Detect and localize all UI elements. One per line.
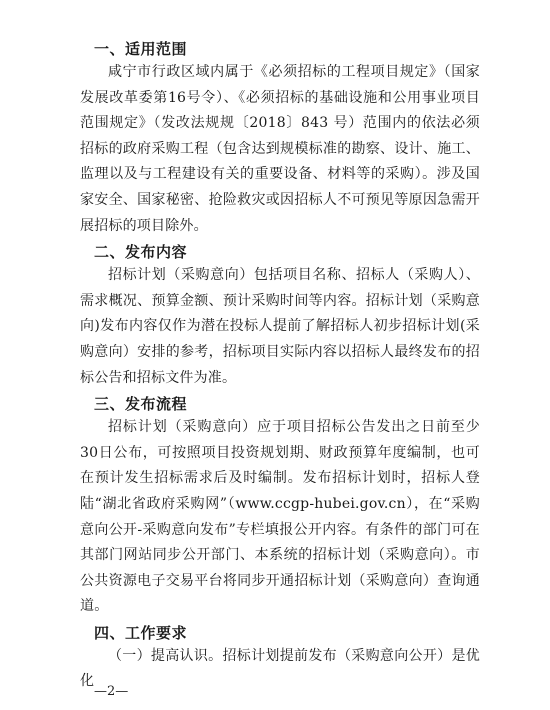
section-paragraph-process: 招标计划（采购意向）应于项目招标公告发出之日前至少 30日公布，可按照项目投资规划期、财政预算年度编制，也可在预计发生招标需求后及时编制。发布招标计划时，招标人登陆“湖北省政府采购网”（www.ccgp-hubei.gov.cn），在“采购意向公开-采购意向发布”专栏填报公开内容。有条件的部门可在其部门网站同步公开部门、本系统的招标计划（采购意向）。市公共资源电子交易平台将同步开通招标计划（采购意向）查询通道。 [80,419,480,615]
section-heading-process: 三、发布流程 [94,395,188,414]
section-heading-content: 二、发布内容 [94,243,188,262]
section-paragraph-scope: 咸宁市行政区域内属于《必须招标的工程项目规定》（国家发展改革委第16号令）、《必须招标的基础设施和公用事业项目范围规定》（发改法规规〔2018〕843 号）范围内的依法必须招标的政府采购工程（包含达到规模标准的勘察、设计、施工、监理以及与工程建设有关的重要设备、材料等的采购）。涉及国家安全、国家秘密、抢险救灾或因招标人不可预见等原因急需开展招标的项目除外。 [80,64,480,234]
section-paragraph-requirements: （一）提高认识。招标计划提前发布（采购意向公开）是优化 [80,647,480,690]
section-heading-scope: 一、适用范围 [94,40,188,58]
section-heading-requirements: 四、工作要求 [94,623,188,642]
section-paragraph-content: 招标计划（采购意向）包括项目名称、招标人（采购人）、需求概况、预算金额、预计采购时间等内容。招标计划（采购意向)发布内容仅作为潜在投标人提前了解招标人初步招标计划(采购意向）安排的参考，招标项目实际内容以招标人最终发布的招标公告和招标文件为准。 [80,267,480,386]
document-body [80,38,480,695]
page-number: —2— [94,684,129,699]
